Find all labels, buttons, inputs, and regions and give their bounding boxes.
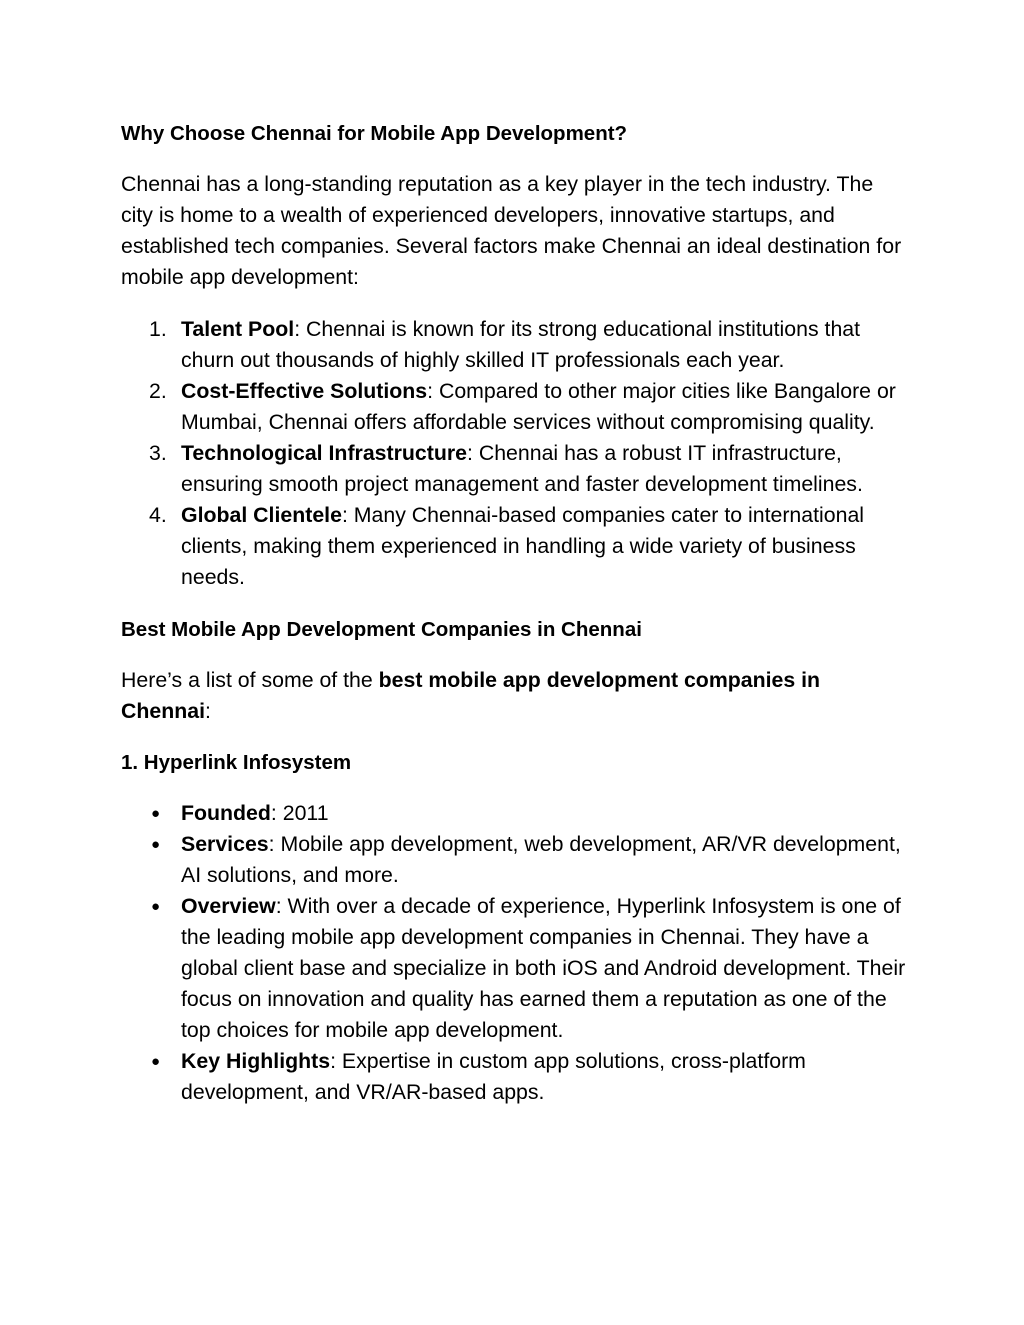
intro-paragraph: Chennai has a long-standing reputation as a key player in the tech industry. The city is home to a wealth of experienced developers, innovative startups, and established tech companies. Several factors make Chennai an ideal destination for mobile app development: (121, 172, 902, 289)
factor-term: Global Clientele (181, 503, 342, 527)
bullet-icon: ● (151, 1053, 161, 1070)
factor-term: Technological Infrastructure (181, 441, 467, 465)
detail-item (121, 891, 911, 1046)
factor-term: Cost-Effective Solutions (181, 379, 428, 403)
detail-term: Key Highlights (181, 1049, 331, 1073)
list-number: 4. (149, 503, 167, 527)
list-number: 3. (149, 441, 167, 465)
detail-text: : 2011 (270, 801, 329, 825)
factor-item (121, 376, 911, 438)
factor-text: : Many Chennai-based companies cater to international clients, making them experienced in handling a wide variety of business needs. (181, 503, 865, 589)
factor-text: : Chennai has a robust IT infrastructure, ensuring smooth project management and faster development timelines. (181, 441, 863, 496)
detail-item (121, 1046, 911, 1108)
detail-text: : Expertise in custom app solutions, cross-platform development, and VR/AR-based apps. (181, 1049, 806, 1104)
bullet-icon: ● (151, 836, 161, 853)
detail-term: Overview (181, 894, 276, 918)
detail-text: : With over a decade of experience, Hyperlink Infosystem is one of the leading mobile app development companies in Chennai. They have a global client base and specialize in both iOS and Android development. Their focus on innovation and quality has earned them a reputation as one of the top choices for mobile app development. (181, 894, 906, 1042)
factors-list (121, 314, 911, 593)
intro-suffix: : (205, 699, 211, 723)
company-details-list (121, 798, 911, 1108)
detail-text: : Mobile app development, web development, AR/VR development, AI solutions, and more. (181, 832, 901, 887)
detail-item (121, 798, 911, 829)
factor-item (121, 438, 911, 500)
section-heading-why-chennai: Why Choose Chennai for Mobile App Development? (121, 122, 628, 145)
factor-text: : Compared to other major cities like Bangalore or Mumbai, Chennai offers affordable services without compromising quality. (181, 379, 896, 434)
list-number: 1. (149, 317, 167, 341)
company-heading: 1. Hyperlink Infosystem (121, 751, 352, 774)
bullet-icon: ● (151, 805, 161, 822)
companies-intro-paragraph (121, 665, 911, 727)
intro-prefix: Here’s a list of some of the (121, 668, 379, 692)
list-number: 2. (149, 379, 167, 403)
detail-term: Founded (181, 801, 271, 825)
factor-item (121, 314, 911, 376)
factor-item (121, 500, 911, 593)
detail-item (121, 829, 911, 891)
intro-bold: best mobile app development companies in Chennai (121, 668, 821, 723)
document-page (121, 118, 911, 1108)
factor-text: : Chennai is known for its strong educational institutions that churn out thousands of highly skilled IT professionals each year. (181, 317, 861, 372)
section-heading-best-companies: Best Mobile App Development Companies in Chennai (121, 618, 642, 641)
factor-term: Talent Pool (181, 317, 295, 341)
bullet-icon: ● (151, 898, 161, 915)
detail-term: Services (181, 832, 269, 856)
